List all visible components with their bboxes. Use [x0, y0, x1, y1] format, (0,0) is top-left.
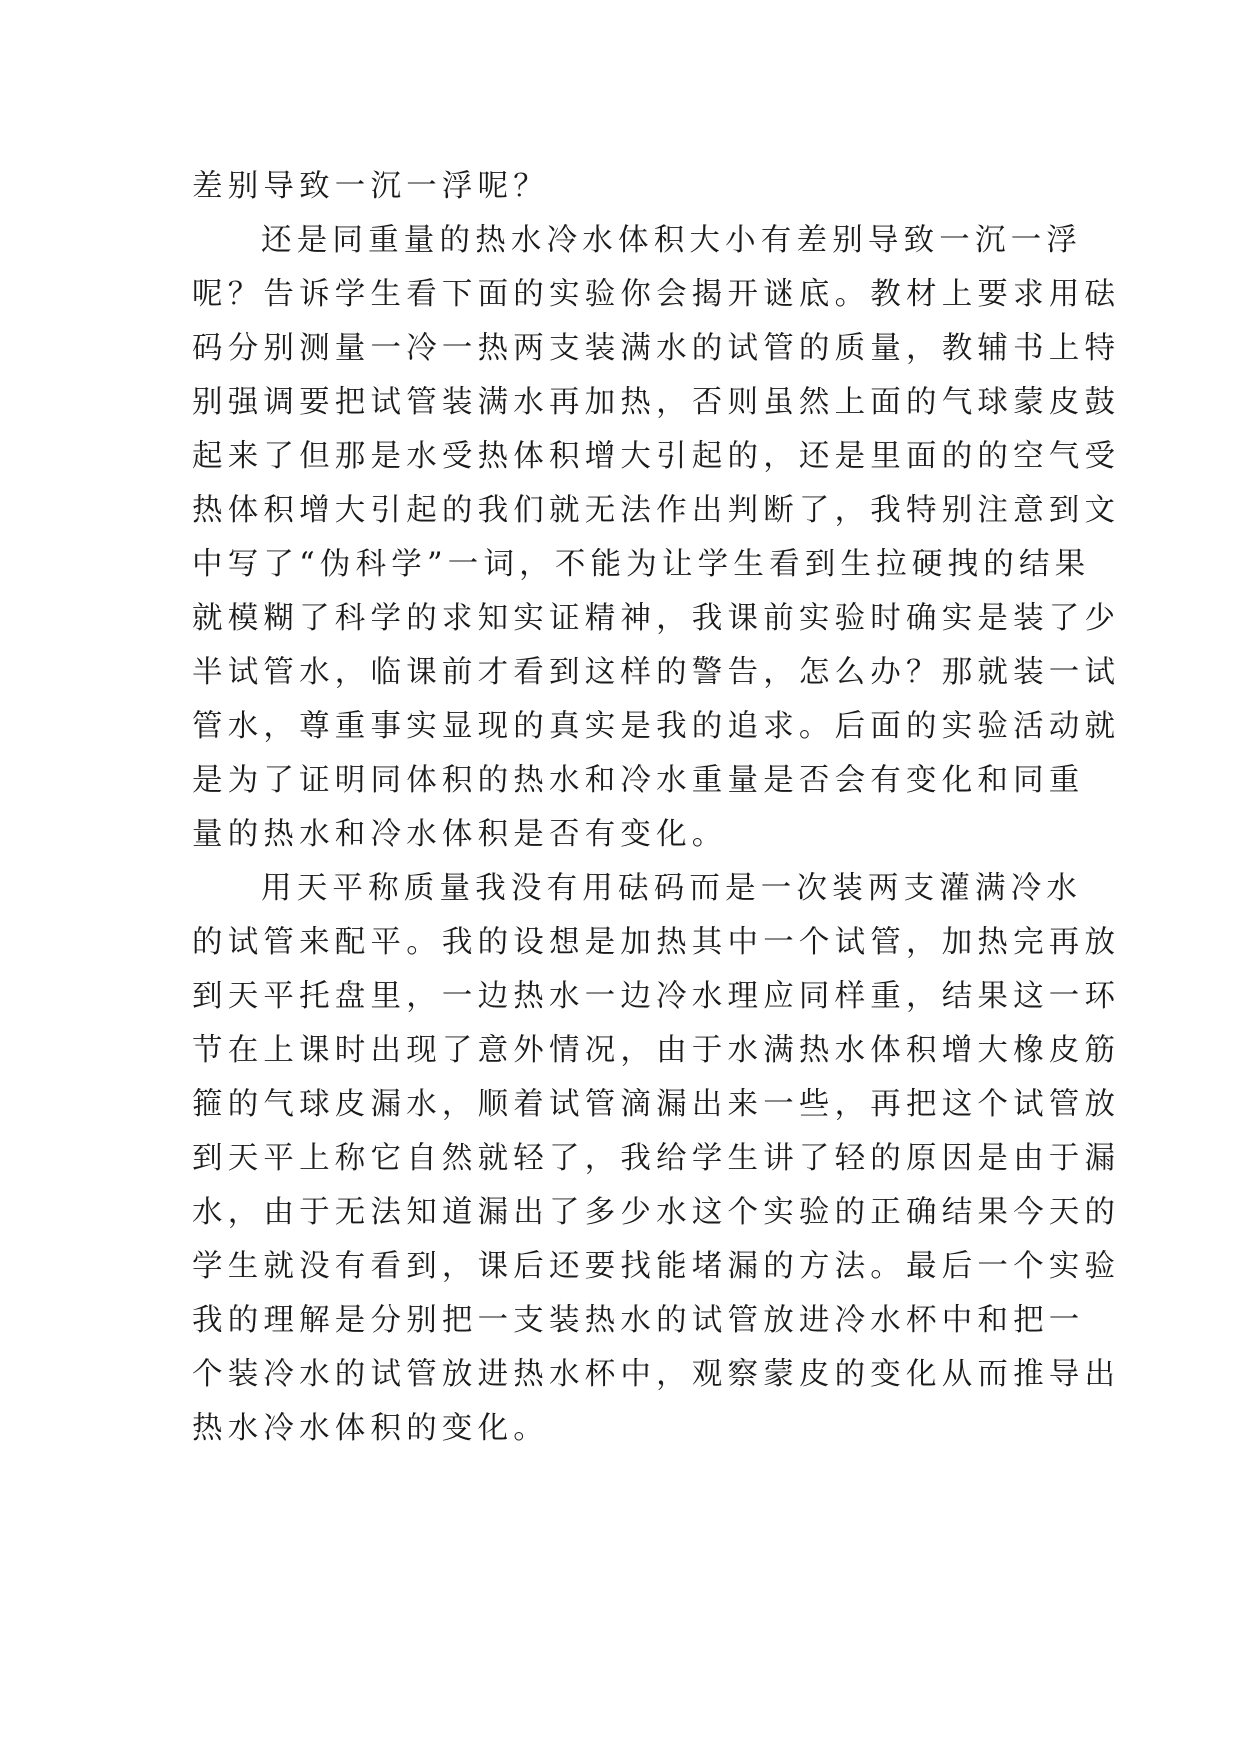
- text-line: 热体积增大引起的我们就无法作出判断了，我特别注意到文: [192, 493, 1121, 528]
- text-line: 学生就没有看到，课后还要找能堵漏的方法。最后一个实验: [192, 1249, 1121, 1284]
- paragraph-start-line: 还是同重量的热水冷水体积大小有差别导致一沉一浮: [261, 223, 1083, 258]
- text-line: 半试管水，临课前才看到这样的警告，怎么办？那就装一试: [192, 655, 1121, 690]
- text-line: 中写了“伪科学”一词，不能为让学生看到生拉硬拽的结果: [192, 547, 1091, 582]
- text-line: 我的理解是分别把一支装热水的试管放进冷水杯中和把一: [192, 1303, 1085, 1338]
- text-line: 管水，尊重事实显现的真实是我的追求。后面的实验活动就: [192, 709, 1121, 744]
- text-line: 呢？告诉学生看下面的实验你会揭开谜底。教材上要求用砝: [192, 277, 1121, 312]
- text-line: 别强调要把试管装满水再加热，否则虽然上面的气球蒙皮鼓: [192, 385, 1121, 420]
- text-line: 就模糊了科学的求知实证精神，我课前实验时确实是装了少: [192, 601, 1121, 636]
- text-line: 起来了但那是水受热体积增大引起的，还是里面的的空气受: [192, 439, 1121, 474]
- text-line: 到天平上称它自然就轻了，我给学生讲了轻的原因是由于漏: [192, 1141, 1121, 1176]
- text-line: 差别导致一沉一浮呢？: [192, 169, 549, 204]
- text-line: 水，由于无法知道漏出了多少水这个实验的正确结果今天的: [192, 1195, 1121, 1230]
- text-line: 到天平托盘里，一边热水一边冷水理应同样重，结果这一环: [192, 979, 1121, 1014]
- text-line: 热水冷水体积的变化。: [192, 1411, 549, 1446]
- text-line: 个装冷水的试管放进热水杯中，观察蒙皮的变化从而推导出: [192, 1357, 1121, 1392]
- text-line: 箍的气球皮漏水，顺着试管滴漏出来一些，再把这个试管放: [192, 1087, 1121, 1122]
- text-line: 的试管来配平。我的设想是加热其中一个试管，加热完再放: [192, 925, 1121, 960]
- text-line: 量的热水和冷水体积是否有变化。: [192, 817, 728, 852]
- text-line: 是为了证明同体积的热水和冷水重量是否会有变化和同重: [192, 763, 1085, 798]
- text-line: 码分别测量一冷一热两支装满水的试管的质量，教辅书上特: [192, 331, 1121, 366]
- body-text: [192, 160, 1121, 1456]
- text-line: 节在上课时出现了意外情况，由于水满热水体积增大橡皮筋: [192, 1033, 1121, 1068]
- paragraph-start-line: 用天平称质量我没有用砝码而是一次装两支灌满冷水: [261, 871, 1083, 906]
